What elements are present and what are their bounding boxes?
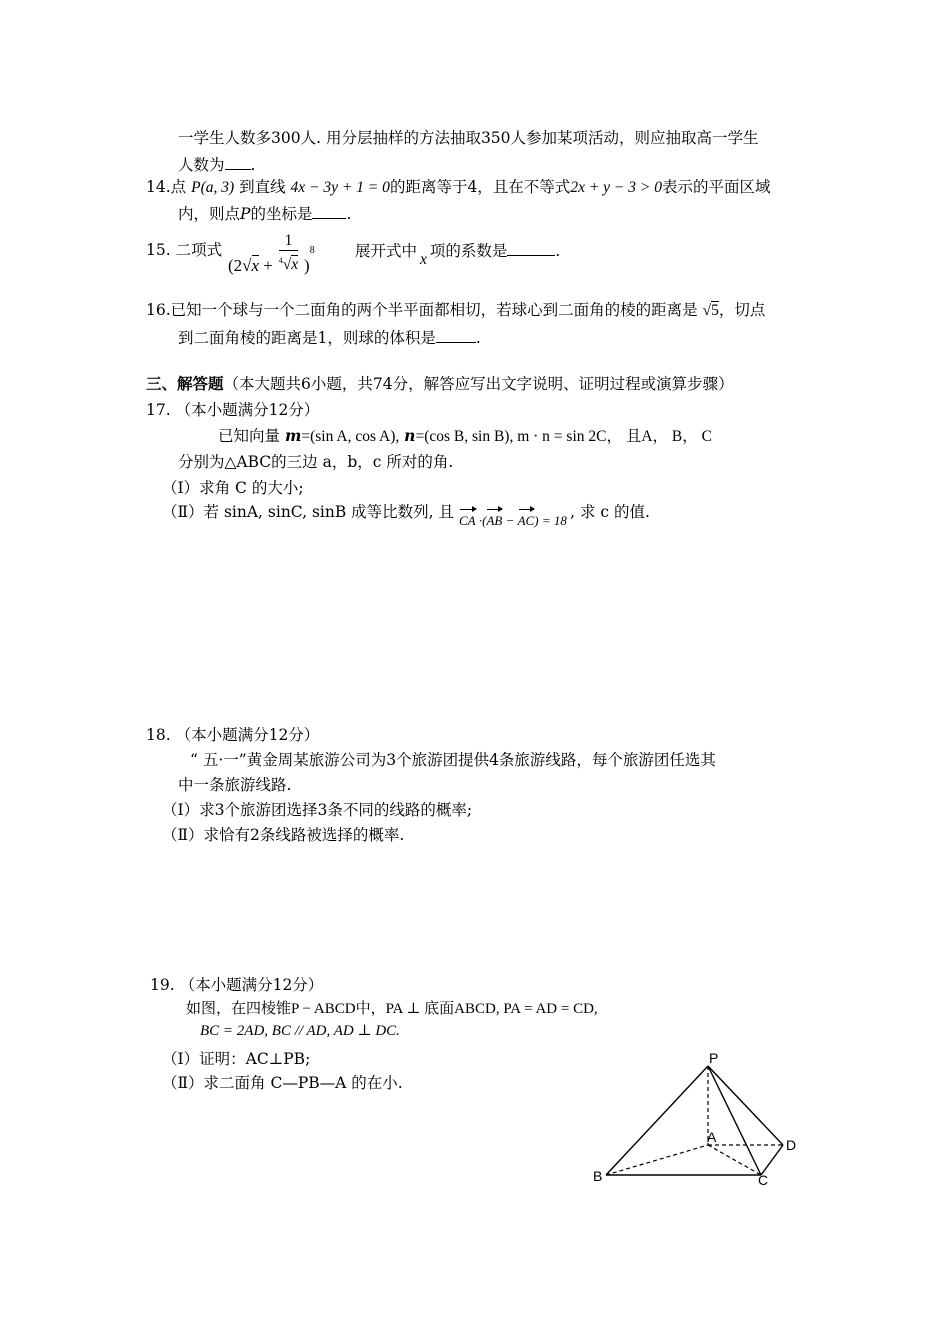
- binomial-expression: (2√x + $\frac{1}{^4√x}$ )$^8$: [228, 232, 315, 276]
- label-D: D: [786, 1137, 797, 1153]
- q18-part2: （Ⅱ）求恰有2条线路被选择的概率.: [162, 826, 405, 844]
- label-C: C: [758, 1172, 769, 1188]
- q14-line1: 14.点 P(a, 3) 到直线 4x − 3y + 1 = 0的距离等于4，且在不等式2x + y − 3 > 0表示的平面区域: [146, 178, 771, 196]
- answer-blank: [225, 154, 251, 170]
- q17-part2: （Ⅱ）若 sinA, sinC, sinB 成等比数列, 且 $_{CA \cdot(AB - AC) = 18}$ , 求 c 的值.: [162, 502, 650, 523]
- q18-line2: 中一条旅游线路.: [178, 776, 292, 794]
- q19-line2: BC = 2AD, BC // AD, AD ⊥ DC.: [200, 1023, 400, 1039]
- pyramid-figure: [586, 1048, 816, 1188]
- q13-line1: 一学生人数多300人. 用分层抽样的方法抽取350人参加某项活动，则应抽取高一学生: [178, 129, 759, 147]
- edge-PC: [708, 1066, 761, 1175]
- q19-heading: 19. （本小题满分12分）: [150, 976, 324, 994]
- q14-line2: 内，则点P的坐标是 .: [178, 205, 352, 223]
- edge-AB: [606, 1145, 708, 1175]
- q15-line: 15. 二项式: [146, 241, 223, 259]
- label-B: B: [593, 1168, 603, 1184]
- label-P: P: [709, 1050, 719, 1066]
- answer-blank: [312, 203, 346, 219]
- answer-blank: [436, 327, 476, 343]
- q15-line-rest: 展开式中 x 项的系数是 .: [355, 242, 561, 268]
- q19-part1: （Ⅰ）证明：AC⊥PB;: [162, 1050, 311, 1068]
- q16-line1: 16.已知一个球与一个二面角的两个半平面都相切，若球心到二面角的棱的距离是 √5，切点: [146, 301, 766, 319]
- q19-part2: （Ⅱ）求二面角 C—PB—A 的在小.: [162, 1074, 403, 1092]
- q17-line1: 已知向量 m=(sin A, cos A), n=(cos B, sin B), m · n = sin 2C， 且A， B， C: [218, 426, 712, 445]
- edge-PD: [708, 1066, 783, 1145]
- q13-line2: 人数为 .: [178, 156, 256, 174]
- answer-blank: [507, 240, 555, 256]
- q18-part1: （Ⅰ）求3个旅游团选择3条不同的线路的概率;: [162, 801, 473, 819]
- label-A: A: [707, 1129, 717, 1145]
- section-heading: 三、解答题（本大题共6小题，共74分，解答应写出文字说明、证明过程或演算步骤）: [146, 374, 734, 393]
- edge-CD: [761, 1145, 783, 1175]
- q19-line1: 如图，在四棱锥P − ABCD中，PA ⊥ 底面ABCD, PA = AD = CD,: [186, 1001, 598, 1017]
- q17-part1: （Ⅰ）求角 C 的大小;: [162, 479, 304, 497]
- q16-line2: 到二面角棱的距离是1，则球的体积是 .: [178, 329, 481, 347]
- q17-line2: 分别为△ABC的三边 a，b，c 所对的角.: [178, 453, 454, 471]
- q18-line1: “ 五·一”黄金周某旅游公司为3个旅游团提供4条旅游线路，每个旅游团任选其: [190, 751, 716, 769]
- q18-heading: 18. （本小题满分12分）: [146, 726, 320, 744]
- edge-PB: [606, 1066, 708, 1175]
- q17-heading: 17. （本小题满分12分）: [146, 401, 320, 419]
